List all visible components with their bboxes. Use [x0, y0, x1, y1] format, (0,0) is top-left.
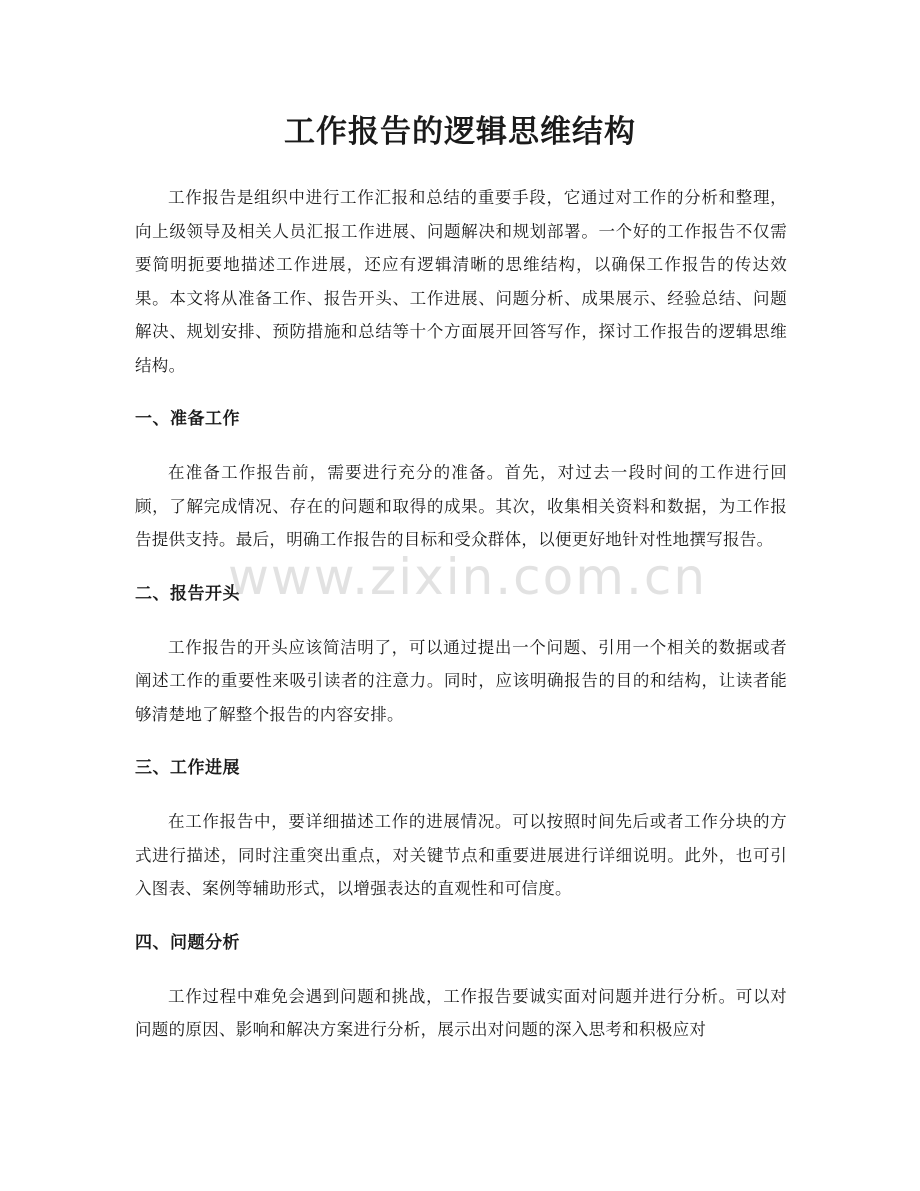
document-title: 工作报告的逻辑思维结构	[284, 114, 636, 150]
section-body-analysis: 工作过程中难免会遇到问题和挑战，工作报告要诚实面对问题并进行分析。可以对问题的原因、影响和解决方案进行分析，展示出对问题的深入思考和积极应对	[135, 986, 787, 1039]
section-heading-progress: 三、工作进展	[135, 758, 240, 778]
watermark: www.zixin.com.cn	[228, 548, 708, 606]
section-heading-analysis: 四、问题分析	[135, 932, 240, 953]
section-body-prep: 在准备工作报告前，需要进行充分的准备。首先，对过去一段时间的工作进行回顾，了解完成情况、存在的问题和取得的成果。其次，收集相关资料和数据，为工作报告提供支持。最后，明确工作报告的目标和受众群体，以便更好地针对性地撰写报告。	[135, 463, 787, 549]
document-body	[135, 181, 787, 1047]
section-body-progress: 在工作报告中，要详细描述工作的进展情况。可以按照时间先后或者工作分块的方式进行描述，同时注重突出重点，对关键节点和重要进展进行详细说明。此外，也可引入图表、案例等辅助形式，以增强表达的直观性和可信度。	[135, 812, 787, 898]
section-heading-prep: 一、准备工作	[135, 409, 240, 429]
intro-paragraph: 工作报告是组织中进行工作汇报和总结的重要手段，它通过对工作的分析和整理，向上级领导及相关人员汇报工作进展、问题解决和规划部署。一个好的工作报告不仅需要简明扼要地描述工作进展，还应有逻辑清晰的思维结构，以确保工作报告的传达效果。本文将从准备工作、报告开头、工作进展、问题分析、成果展示、经验总结、问题解决、规划安排、预防措施和总结等十个方面展开回答写作，探讨工作报告的逻辑思维结构。	[135, 188, 787, 375]
section-heading-opening: 二、报告开头	[135, 583, 240, 604]
section-body-opening: 工作报告的开头应该简洁明了，可以通过提出一个问题、引用一个相关的数据或者阐述工作的重要性来吸引读者的注意力。同时，应该明确报告的目的和结构，让读者能够清楚地了解整个报告的内容安排。	[135, 637, 787, 724]
